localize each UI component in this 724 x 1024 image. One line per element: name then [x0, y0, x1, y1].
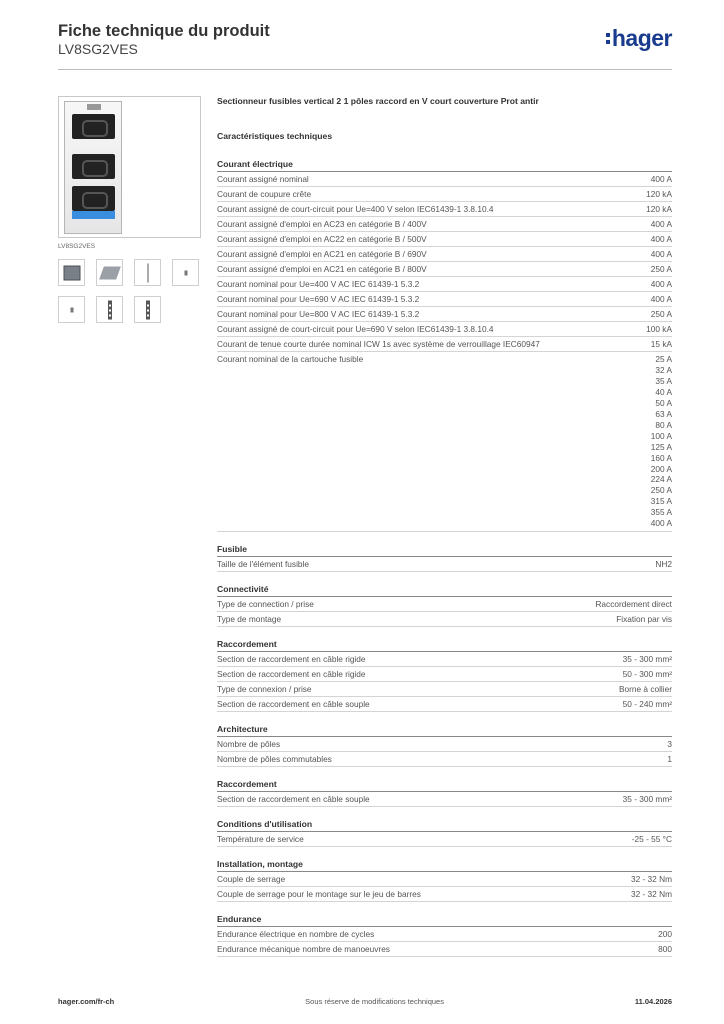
- product-description: Sectionneur fusibles vertical 2 1 pôles raccord en V court couverture Prot antir: [217, 96, 539, 106]
- spec-row: [217, 942, 672, 957]
- spec-row: [217, 887, 672, 902]
- thumbnail-drawing-side-2[interactable]: [134, 296, 161, 323]
- dimension-dot-icon: [184, 270, 187, 275]
- spec-value: 15 kA: [650, 339, 672, 349]
- spec-label: Courant assigné d'emploi en AC23 en catégorie B / 400V: [217, 219, 427, 229]
- spec-value: 120 kA: [646, 189, 672, 199]
- spec-row: [217, 597, 672, 612]
- product-images: [58, 96, 201, 323]
- spec-value-item: 160 A: [650, 452, 672, 463]
- spec-row: [217, 217, 672, 232]
- spec-row: [217, 557, 672, 572]
- spec-label: Type de montage: [217, 614, 282, 625]
- spec-value: 100 kA: [646, 324, 672, 334]
- thumbnail-dimension-line[interactable]: [134, 259, 161, 286]
- spec-value: 35 - 300 mm²: [622, 654, 672, 665]
- section-heading: Endurance: [217, 914, 672, 927]
- spec-row: [217, 352, 672, 532]
- spec-label: Endurance électrique en nombre de cycles: [217, 929, 375, 940]
- spec-row: [217, 832, 672, 847]
- spec-value: -25 - 55 °C: [631, 834, 672, 845]
- section-heading: Raccordement: [217, 639, 672, 652]
- spec-value: 400 A: [650, 174, 672, 184]
- spec-row: [217, 667, 672, 682]
- spec-label: Courant assigné d'emploi en AC21 en catégorie B / 690V: [217, 249, 427, 259]
- section-heading: Installation, montage: [217, 859, 672, 872]
- spec-value: Raccordement direct: [595, 599, 672, 610]
- spec-value: Borne à collier: [618, 684, 672, 695]
- dimension-dot-icon: [70, 307, 73, 312]
- page-title: Fiche technique du produit: [58, 22, 270, 40]
- spec-label: Endurance mécanique nombre de manoeuvres: [217, 944, 390, 955]
- spec-label: Courant nominal pour Ue=690 V AC IEC 61439-1 5.3.2: [217, 294, 420, 304]
- spec-value-item: 40 A: [655, 386, 672, 397]
- spec-value: 50 - 300 mm²: [622, 669, 672, 680]
- thumbnail-product-front[interactable]: [58, 259, 85, 286]
- spec-row: [217, 232, 672, 247]
- spec-row: [217, 652, 672, 667]
- image-caption: LV8SG2VES: [58, 243, 96, 250]
- spec-row: [217, 307, 672, 322]
- spec-label: Courant nominal pour Ue=400 V AC IEC 61439-1 5.3.2: [217, 279, 420, 289]
- tech-specs-heading: Caractéristiques techniques: [217, 131, 333, 141]
- spec-section: [217, 544, 672, 572]
- spec-row: [217, 322, 672, 337]
- spec-row: [217, 292, 672, 307]
- spec-value: 32 - 32 Nm: [630, 874, 672, 885]
- spec-value: 800: [658, 944, 672, 955]
- spec-value: 120 kA: [646, 204, 672, 214]
- spec-value: 3: [667, 739, 672, 750]
- spec-section: [217, 639, 672, 712]
- spec-value-item: 355 A: [650, 507, 672, 518]
- spec-value: NH2: [655, 559, 672, 570]
- spec-row: [217, 682, 672, 697]
- section-heading: Raccordement: [217, 779, 672, 792]
- logo-wordmark: hager: [611, 25, 672, 51]
- dimension-line-icon: [147, 263, 149, 282]
- spec-row: [217, 792, 672, 807]
- spec-row: [217, 337, 672, 352]
- section-heading: Architecture: [217, 724, 672, 737]
- spec-value-item: 400 A: [650, 518, 672, 529]
- spec-value-item: 315 A: [650, 496, 672, 507]
- logo-dots-icon: [606, 33, 610, 44]
- thumbnail-gallery: [58, 259, 201, 323]
- spec-value-item: 32 A: [655, 364, 672, 375]
- spec-label: Taille de l'élément fusible: [217, 559, 309, 570]
- thumbnail-dimension-dot-2[interactable]: [58, 296, 85, 323]
- drawing-side-icon: [108, 300, 112, 319]
- spec-row: [217, 187, 672, 202]
- spec-value-item: 50 A: [655, 397, 672, 408]
- spec-label: Courant de coupure crête: [217, 189, 312, 199]
- spec-value: 400 A: [650, 234, 672, 244]
- spec-row: [217, 927, 672, 942]
- hager-logo[interactable]: [606, 26, 672, 50]
- spec-value-item: 200 A: [650, 463, 672, 474]
- product-reference: LV8SG2VES: [58, 41, 138, 57]
- spec-value: 35 - 300 mm²: [622, 794, 672, 805]
- spec-label: Courant nominal de la cartouche fusible: [217, 354, 364, 364]
- thumbnail-dimension-dot[interactable]: [172, 259, 199, 286]
- spec-label: Section de raccordement en câble souple: [217, 699, 370, 710]
- spec-row: [217, 247, 672, 262]
- spec-row: [217, 752, 672, 767]
- spec-label: Courant assigné d'emploi en AC21 en catégorie B / 800V: [217, 264, 427, 274]
- section-heading: Connectivité: [217, 584, 672, 597]
- spec-sections: [217, 159, 672, 957]
- spec-value: 250 A: [650, 264, 672, 274]
- spec-section: [217, 819, 672, 847]
- section-heading: Fusible: [217, 544, 672, 557]
- spec-section: [217, 584, 672, 627]
- spec-row: [217, 172, 672, 187]
- spec-value-item: 25 A: [655, 354, 672, 364]
- footer-date: 11.04.2026: [634, 997, 672, 1006]
- spec-label: Courant assigné d'emploi en AC22 en catégorie B / 500V: [217, 234, 427, 244]
- spec-section: [217, 914, 672, 957]
- spec-label: Section de raccordement en câble souple: [217, 794, 370, 805]
- thumbnail-product-iso[interactable]: [96, 259, 123, 286]
- product-front-icon: [63, 265, 80, 280]
- spec-value-item: 63 A: [655, 408, 672, 419]
- spec-value: 32 - 32 Nm: [630, 889, 672, 900]
- section-heading: Conditions d'utilisation: [217, 819, 672, 832]
- spec-value: 400 A: [650, 294, 672, 304]
- spec-row: [217, 612, 672, 627]
- thumbnail-drawing-side[interactable]: [96, 296, 123, 323]
- spec-section: [217, 159, 672, 532]
- spec-label: Couple de serrage pour le montage sur le jeu de barres: [217, 889, 421, 900]
- spec-value-item: 100 A: [650, 430, 672, 441]
- spec-section: [217, 779, 672, 807]
- footer-website-link[interactable]: hager.com/fr-ch: [58, 997, 115, 1006]
- fuse-disconnector-icon: [64, 101, 122, 234]
- spec-value: 200: [658, 929, 672, 940]
- spec-value: Fixation par vis: [616, 614, 672, 625]
- spec-label: Courant assigné nominal: [217, 174, 309, 184]
- section-heading: Courant électrique: [217, 159, 672, 172]
- spec-row: [217, 202, 672, 217]
- spec-content: [217, 96, 672, 957]
- page-header: [58, 22, 672, 70]
- spec-label: Courant assigné de court-circuit pour Ue=400 V selon IEC61439-1 3.8.10.4: [217, 204, 494, 214]
- spec-label: Nombre de pôles commutables: [217, 754, 332, 765]
- spec-label: Nombre de pôles: [217, 739, 281, 750]
- spec-value-item: 224 A: [650, 474, 672, 485]
- spec-value: 50 - 240 mm²: [622, 699, 672, 710]
- spec-label: Courant de tenue courte durée nominal ICW 1s avec système de verrouillage IEC60947: [217, 339, 540, 349]
- spec-row: [217, 737, 672, 752]
- spec-value: [651, 354, 672, 529]
- spec-value-item: 35 A: [655, 375, 672, 386]
- spec-row: [217, 262, 672, 277]
- spec-value-item: 80 A: [655, 419, 672, 430]
- spec-label: Section de raccordement en câble rigide: [217, 669, 366, 680]
- spec-value: 400 A: [650, 219, 672, 229]
- drawing-side-icon: [146, 300, 150, 319]
- spec-value: 400 A: [650, 279, 672, 289]
- spec-label: Température de service: [217, 834, 304, 845]
- spec-label: Section de raccordement en câble rigide: [217, 654, 366, 665]
- product-iso-icon: [99, 266, 121, 279]
- spec-value: 250 A: [650, 309, 672, 319]
- main-product-image[interactable]: [58, 96, 201, 238]
- spec-label: Courant nominal pour Ue=800 V AC IEC 61439-1 5.3.2: [217, 309, 420, 319]
- spec-label: Type de connection / prise: [217, 599, 314, 610]
- spec-section: [217, 724, 672, 767]
- spec-value: 1: [667, 754, 672, 765]
- spec-value-item: 250 A: [650, 485, 672, 496]
- spec-section: [217, 859, 672, 902]
- spec-value-item: 125 A: [650, 441, 672, 452]
- spec-row: [217, 277, 672, 292]
- spec-label: Type de connexion / prise: [217, 684, 312, 695]
- spec-row: [217, 872, 672, 887]
- spec-label: Couple de serrage: [217, 874, 286, 885]
- spec-row: [217, 697, 672, 712]
- footer-notice: Sous réserve de modifications techniques: [305, 997, 444, 1006]
- page-footer: [58, 997, 672, 1006]
- spec-value: 400 A: [650, 249, 672, 259]
- spec-label: Courant assigné de court-circuit pour Ue=690 V selon IEC61439-1 3.8.10.4: [217, 324, 494, 334]
